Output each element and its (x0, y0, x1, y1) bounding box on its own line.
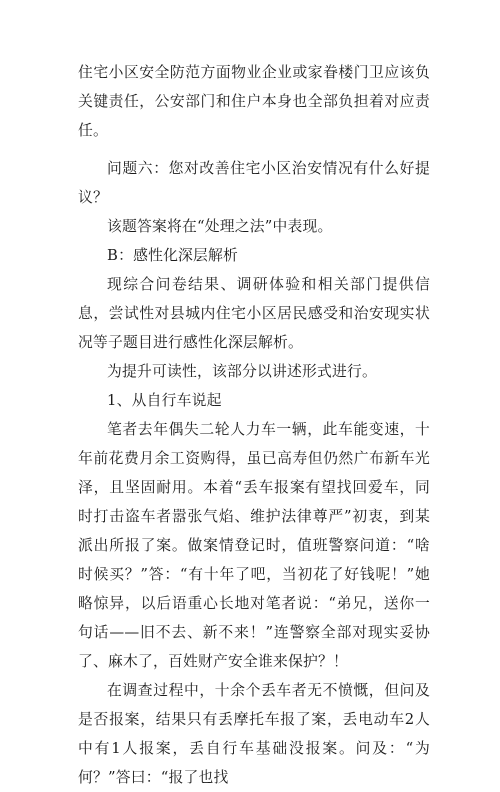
document-body (78, 58, 430, 792)
paragraph-question-six: 问题六：您对改善住宅小区治安情况有什么好提议？ (78, 160, 430, 206)
paragraph-survey-findings: 在调查过程中，十余个丢车者无不愤慨，但问及是否报案，结果只有丢摩托车报了案，丢电动车2人中有1人报案，丢自行车基础没报案。问及：“为何？”答曰：“报了也找 (78, 682, 430, 786)
paragraph-narrative-form: 为提升可读性，该部分以讲述形式进行。 (107, 363, 377, 380)
paragraph-responsibility: 住宅小区安全防范方面物业企业或家眷楼门卫应该负关键责任，公安部门和住户本身也全部负担着对应责任。 (78, 64, 430, 139)
paragraph-bicycle-story: 笔者去年偶失二轮人力车一辆，此车能变速，十年前花费月余工资购得，虽已高寿但仍然广布新车光泽，且坚固耐用。本着“丢车报案有望找回爱车，同时打击盗车者嚣张气焰、维护法律尊严”初衷，到某派出所报了案。做案情登记时，值班警察问道：“啥时候买？”答：“有十年了吧，当初花了好钱呢！”她略惊异，以后语重心长地对笔者说：“弟兄，送你一句话——旧不去、新不来！”连警察全部对现实妥协了、麻木了，百姓财产安全谁来保护？！ (78, 421, 430, 670)
paragraph-analysis-intro: 现综合问卷结果、调研体验和相关部门提供信息，尝试性对县城内住宅小区居民感受和治安现实状况等子题目进行感性化深层解析。 (78, 276, 430, 351)
subheading-bicycle: 1、从自行车说起 (107, 392, 222, 409)
section-heading-b: B：感性化深层解析 (107, 247, 239, 264)
paragraph-answer-reference: 该题答案将在“处理之法”中表现。 (107, 218, 333, 235)
